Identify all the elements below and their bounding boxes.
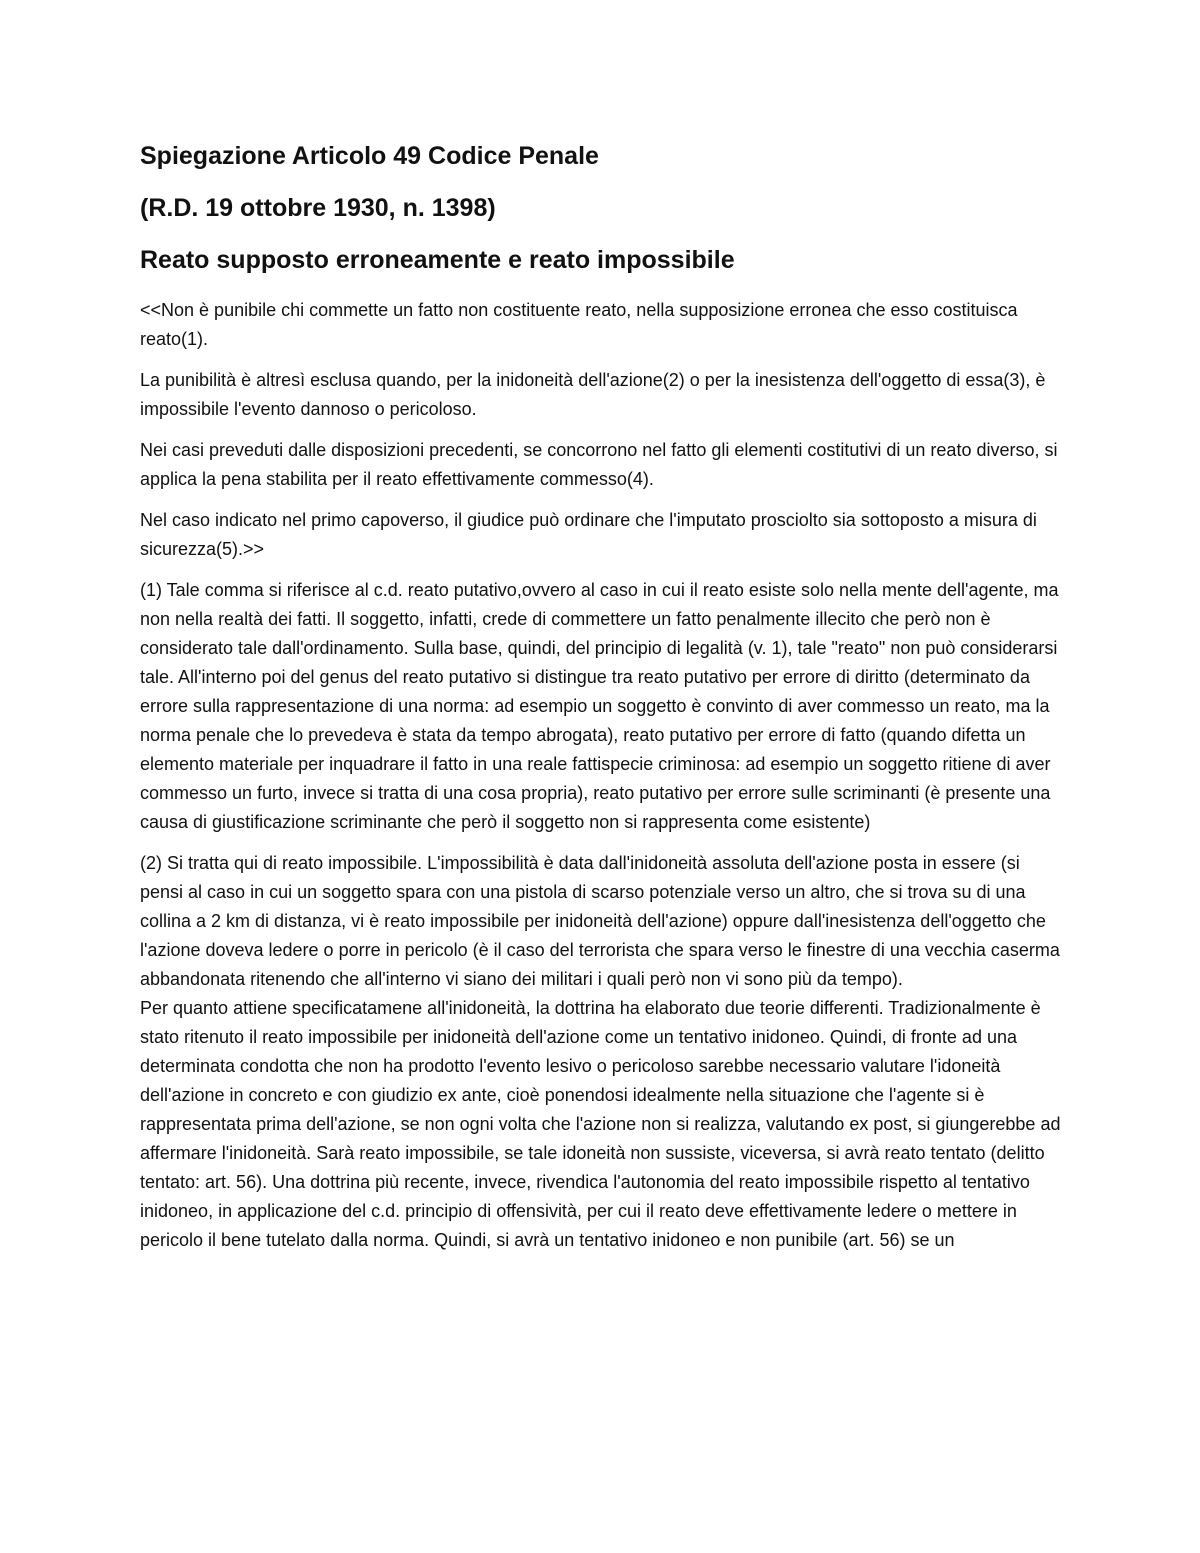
article-paragraph-4: Nel caso indicato nel primo capoverso, il giudice può ordinare che l'imputato prosciolto sia sottoposto a misura di sicurezza(5).>> <box>140 510 1037 559</box>
document-page <box>140 140 1065 1267</box>
note-2-continuation-paragraph: Per quanto attiene specificatamene all'inidoneità, la dottrina ha elaborato due teorie differenti. Tradizionalmente è stato ritenuto il reato impossibile per inidoneità dell'azione come un tentativo inidoneo. Quindi, di fronte ad una determinata condotta che non ha prodotto l'evento lesivo o pericoloso sarebbe necessario valutare l'idoneità dell'azione in concreto e con giudizio ex ante, cioè ponendosi idealmente nella situazione che l'agente si è rappresentata prima dell'azione, se non ogni volta che l'azione non si realizza, valutando ex post, si giungerebbe ad affermare l'inidoneità. Sarà reato impossibile, se tale idoneità non sussiste, viceversa, si avrà reato tentato (delitto tentato: art. 56). Una dottrina più recente, invece, rivendica l'autonomia del reato impossibile rispetto al tentativo inidoneo, in applicazione del c.d. principio di offensività, per cui il reato deve effettivamente ledere o mettere in pericolo il bene tutelato dalla norma. Quindi, si avrà un tentativo inidoneo e non punibile (art. 56) se un <box>140 998 1061 1250</box>
document-title: Spiegazione Articolo 49 Codice Penale <box>140 142 599 170</box>
article-paragraph-1: <<Non è punibile chi commette un fatto non costituente reato, nella supposizione erronea che esso costituisca reato(1). <box>140 300 1018 349</box>
article-paragraph-2: La punibilità è altresì esclusa quando, per la inidoneità dell'azione(2) o per la inesistenza dell'oggetto di essa(3), è impossibile l'evento dannoso o pericoloso. <box>140 370 1046 419</box>
note-2-paragraph: (2) Si tratta qui di reato impossibile. L'impossibilità è data dall'inidoneità assoluta dell'azione posta in essere (si pensi al caso in cui un soggetto spara con una pistola di scarso potenziale verso un altro, che si trova su di una collina a 2 km di distanza, vi è reato impossibile per inidoneità dell'azione) oppure dall'inesistenza dell'oggetto che l'azione doveva ledere o porre in pericolo (è il caso del terrorista che spara verso le finestre di una vecchia caserma abbandonata ritenendo che all'interno vi siano dei militari i quali però non vi sono più da tempo). <box>140 853 1060 989</box>
section-heading: Reato supposto erroneamente e reato impossibile <box>140 246 735 274</box>
note-1-paragraph: (1) Tale comma si riferisce al c.d. reato putativo,ovvero al caso in cui il reato esiste solo nella mente dell'agente, ma non nella realtà dei fatti. Il soggetto, infatti, crede di commettere un fatto penalmente illecito che però non è considerato tale dall'ordinamento. Sulla base, quindi, del principio di legalità (v. 1), tale "reato" non può considerarsi tale. All'interno poi del genus del reato putativo si distingue tra reato putativo per errore di diritto (determinato da errore sulla rappresentazione di una norma: ad esempio un soggetto è convinto di aver commesso un reato, ma la norma penale che lo prevedeva è stata da tempo abrogata), reato putativo per errore di fatto (quando difetta un elemento materiale per inquadrare il fatto in una reale fattispecie criminosa: ad esempio un soggetto ritiene di aver commesso un furto, invece si tratta di una cosa propria), reato putativo per errore sulle scriminanti (è presente una causa di giustificazione scriminante che però il soggetto non si rappresenta come esistente) <box>140 580 1059 832</box>
document-subtitle: (R.D. 19 ottobre 1930, n. 1398) <box>140 194 496 222</box>
article-paragraph-3: Nei casi preveduti dalle disposizioni precedenti, se concorrono nel fatto gli elementi costitutivi di un reato diverso, si applica la pena stabilita per il reato effettivamente commesso(4). <box>140 440 1058 489</box>
